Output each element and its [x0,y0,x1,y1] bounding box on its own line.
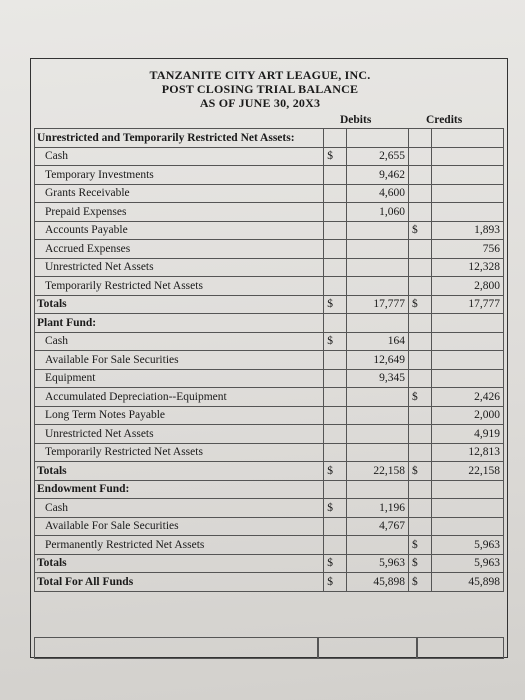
account-row [35,536,504,555]
debit-amount [346,536,408,555]
debit-amount [346,314,408,333]
credit-dollar-sign [408,480,431,499]
credit-amount [431,147,503,166]
account-row [35,406,504,425]
debit-dollar-sign: $ [324,554,347,573]
debit-dollar-sign [324,129,347,148]
credit-dollar-sign [408,369,431,388]
account-label: Totals [35,295,324,314]
debit-dollar-sign [324,351,347,370]
debit-amount [346,425,408,444]
account-row [35,425,504,444]
credit-amount [431,166,503,185]
credit-dollar-sign [408,406,431,425]
debit-dollar-sign [324,443,347,462]
debit-amount [346,277,408,296]
debit-amount: 4,600 [346,184,408,203]
report-date: AS OF JUNE 30, 20X3 [199,96,321,110]
debit-amount [346,240,408,259]
account-label: Plant Fund: [35,314,324,333]
debit-dollar-sign [324,221,347,240]
credit-dollar-sign: $ [408,573,431,592]
credit-amount [431,129,503,148]
debit-amount: 12,649 [346,351,408,370]
credit-dollar-sign [408,425,431,444]
credit-amount: 45,898 [431,573,503,592]
debit-dollar-sign [324,258,347,277]
section-row [35,480,504,499]
credit-dollar-sign [408,277,431,296]
account-row [35,203,504,222]
account-label: Accounts Payable [35,221,324,240]
debit-dollar-sign [324,184,347,203]
account-label: Temporarily Restricted Net Assets [35,443,324,462]
credit-dollar-sign [408,147,431,166]
credit-amount [431,517,503,536]
credit-amount: 22,158 [431,462,503,481]
debit-dollar-sign [324,166,347,185]
credit-amount: 17,777 [431,295,503,314]
account-label: Available For Sale Securities [35,517,324,536]
account-row [35,388,504,407]
credit-dollar-sign [408,517,431,536]
total-row [35,295,504,314]
debit-amount: 9,462 [346,166,408,185]
account-label: Total For All Funds [35,573,324,592]
debit-dollar-sign: $ [324,147,347,166]
account-row [35,147,504,166]
account-row [35,258,504,277]
account-label: Totals [35,554,324,573]
debit-amount: 1,196 [346,499,408,518]
debit-dollar-sign: $ [324,332,347,351]
account-label: Equipment [35,369,324,388]
credit-dollar-sign [408,166,431,185]
debit-amount: 4,767 [346,517,408,536]
credit-amount: 1,893 [431,221,503,240]
debit-amount [346,406,408,425]
debit-dollar-sign: $ [324,573,347,592]
account-label: Prepaid Expenses [35,203,324,222]
debit-dollar-sign: $ [324,462,347,481]
debit-dollar-sign: $ [324,499,347,518]
debit-amount: 22,158 [346,462,408,481]
credit-dollar-sign [408,443,431,462]
blank-cell [317,637,418,659]
debit-amount [346,221,408,240]
blank-row [34,637,504,659]
credit-dollar-sign [408,258,431,277]
debit-dollar-sign [324,388,347,407]
debit-dollar-sign [324,240,347,259]
debit-amount [346,258,408,277]
debit-amount [346,480,408,499]
debit-amount: 9,345 [346,369,408,388]
credit-dollar-sign: $ [408,221,431,240]
account-label: Cash [35,147,324,166]
credit-amount [431,499,503,518]
credit-amount: 12,328 [431,258,503,277]
blank-cell [416,637,504,659]
total-row [35,573,504,592]
credit-dollar-sign [408,499,431,518]
account-row [35,499,504,518]
account-row [35,517,504,536]
credit-amount: 5,963 [431,554,503,573]
debit-amount [346,443,408,462]
debit-dollar-sign [324,369,347,388]
debit-dollar-sign [324,277,347,296]
total-row [35,462,504,481]
account-label: Totals [35,462,324,481]
debit-dollar-sign [324,203,347,222]
credit-amount [431,351,503,370]
account-row [35,443,504,462]
credit-dollar-sign [408,332,431,351]
debit-amount [346,388,408,407]
credit-amount: 2,000 [431,406,503,425]
credit-amount [431,184,503,203]
account-label: Endowment Fund: [35,480,324,499]
account-row [35,332,504,351]
credit-amount: 5,963 [431,536,503,555]
debit-dollar-sign [324,480,347,499]
credit-amount [431,314,503,333]
credit-amount: 12,813 [431,443,503,462]
account-label: Unrestricted Net Assets [35,258,324,277]
account-row [35,221,504,240]
account-row [35,240,504,259]
debit-amount [346,129,408,148]
credit-dollar-sign: $ [408,462,431,481]
debit-amount: 5,963 [346,554,408,573]
organization-name: TANZANITE CITY ART LEAGUE, INC. [149,68,371,82]
debit-amount: 17,777 [346,295,408,314]
report-title-block [30,68,490,110]
credit-amount [431,369,503,388]
account-row [35,166,504,185]
account-row [35,277,504,296]
credit-dollar-sign: $ [408,536,431,555]
account-row [35,351,504,370]
debit-amount: 1,060 [346,203,408,222]
credit-amount: 756 [431,240,503,259]
blank-cell [34,637,319,659]
account-label: Unrestricted and Temporarily Restricted Net Assets: [35,129,324,148]
account-label: Permanently Restricted Net Assets [35,536,324,555]
credit-dollar-sign [408,184,431,203]
account-label: Long Term Notes Payable [35,406,324,425]
account-label: Cash [35,332,324,351]
credit-amount [431,480,503,499]
trial-balance-table [34,128,504,592]
credit-dollar-sign [408,203,431,222]
account-row [35,369,504,388]
credit-dollar-sign: $ [408,295,431,314]
debit-dollar-sign: $ [324,295,347,314]
credit-dollar-sign: $ [408,388,431,407]
credit-dollar-sign [408,129,431,148]
debit-dollar-sign [324,536,347,555]
account-label: Accumulated Depreciation--Equipment [35,388,324,407]
credit-amount: 2,800 [431,277,503,296]
debit-amount: 164 [346,332,408,351]
account-label: Temporarily Restricted Net Assets [35,277,324,296]
credit-dollar-sign [408,240,431,259]
report-name: POST CLOSING TRIAL BALANCE [161,82,359,96]
total-row [35,554,504,573]
debit-amount: 2,655 [346,147,408,166]
section-row [35,129,504,148]
debits-header: Debits [340,114,372,126]
credit-dollar-sign: $ [408,554,431,573]
credit-dollar-sign [408,314,431,333]
account-row [35,184,504,203]
debit-dollar-sign [324,314,347,333]
section-row [35,314,504,333]
account-label: Accrued Expenses [35,240,324,259]
credit-amount [431,203,503,222]
account-label: Available For Sale Securities [35,351,324,370]
credits-header: Credits [426,114,463,126]
credit-amount [431,332,503,351]
debit-amount: 45,898 [346,573,408,592]
credit-amount: 4,919 [431,425,503,444]
account-label: Temporary Investments [35,166,324,185]
account-label: Grants Receivable [35,184,324,203]
debit-dollar-sign [324,517,347,536]
debit-dollar-sign [324,425,347,444]
credit-amount: 2,426 [431,388,503,407]
account-label: Cash [35,499,324,518]
account-label: Unrestricted Net Assets [35,425,324,444]
credit-dollar-sign [408,351,431,370]
debit-dollar-sign [324,406,347,425]
